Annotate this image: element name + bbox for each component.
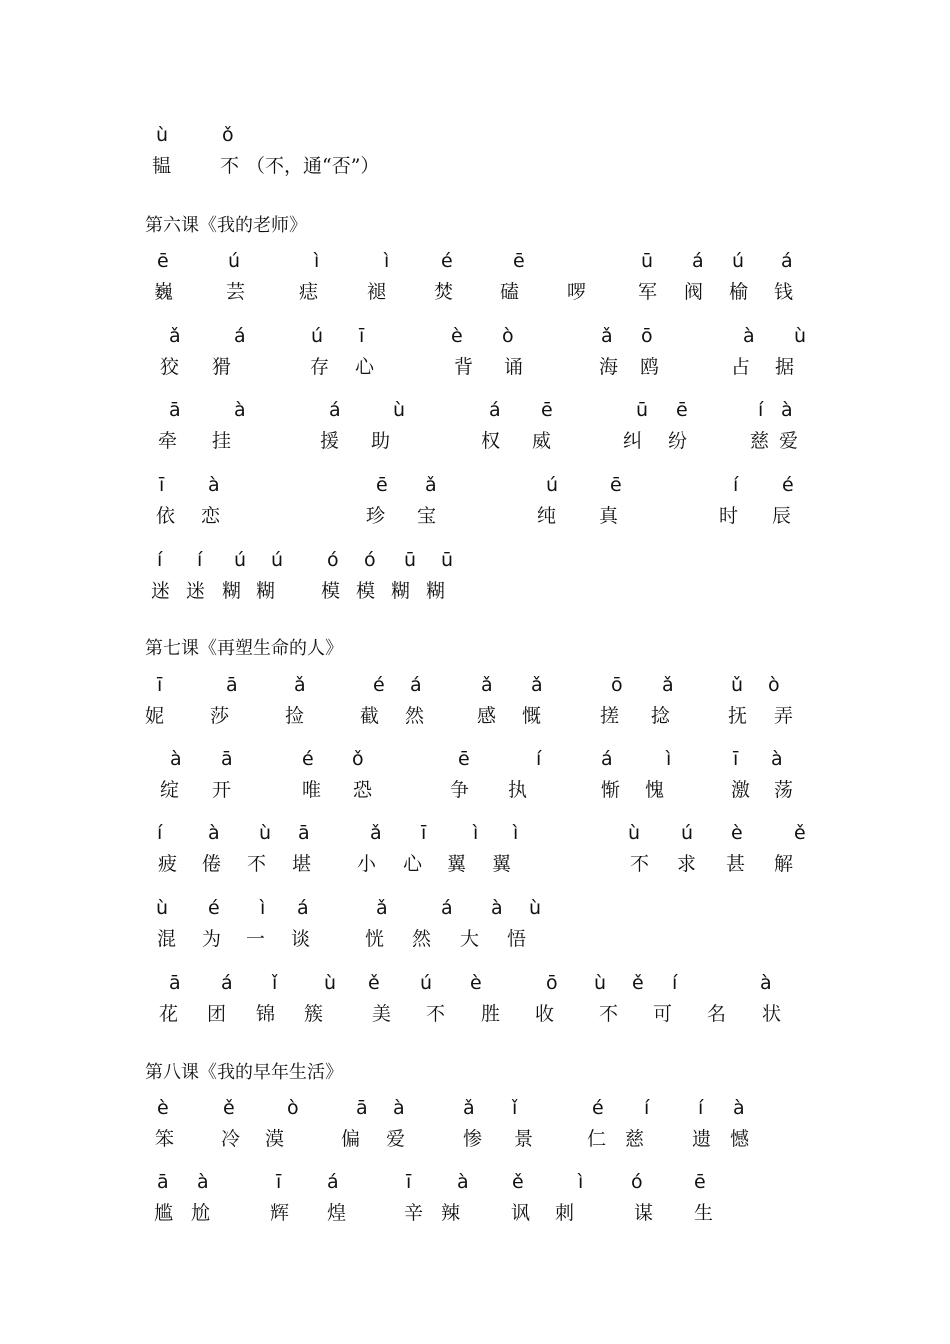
- pinyin: ì: [578, 1171, 584, 1193]
- pinyin: ā: [169, 972, 181, 994]
- word: 纯: [537, 505, 557, 527]
- word: 簇: [304, 1003, 324, 1025]
- word: 求: [677, 853, 697, 875]
- pinyin: ì: [384, 250, 390, 272]
- pinyin: á: [234, 325, 246, 347]
- word: 钱: [774, 281, 794, 303]
- word: 爱: [779, 430, 799, 452]
- pinyin: ū: [641, 250, 654, 272]
- word: 威: [532, 430, 552, 452]
- word: 辰: [772, 505, 792, 527]
- pinyin: í: [157, 549, 163, 571]
- pinyin: ò: [502, 325, 514, 347]
- word: 时: [719, 505, 739, 527]
- pinyin: ǎ: [169, 325, 181, 347]
- pinyin: è: [157, 1097, 169, 1119]
- word: 迷: [186, 580, 206, 602]
- word: 混: [157, 928, 177, 950]
- pinyin: ī: [276, 1171, 282, 1193]
- pinyin: à: [781, 399, 793, 421]
- pinyin: ì: [666, 748, 672, 770]
- word: 生: [694, 1202, 714, 1224]
- pinyin: é: [592, 1097, 604, 1119]
- word: 尴: [154, 1202, 174, 1224]
- pinyin: ù: [156, 124, 169, 146]
- word: 辣: [441, 1202, 461, 1224]
- word: 权: [481, 430, 501, 452]
- pinyin: ù: [794, 325, 807, 347]
- pinyin: ē: [694, 1171, 706, 1193]
- word: 捻: [651, 705, 671, 727]
- word: 刺: [555, 1202, 575, 1224]
- word: 助: [371, 430, 391, 452]
- word: 仁: [587, 1128, 607, 1150]
- word: 堪: [292, 853, 312, 875]
- word: 慨: [522, 705, 542, 727]
- pinyin: ù: [259, 822, 272, 844]
- word: 笨: [155, 1128, 175, 1150]
- pinyin: ē: [676, 399, 688, 421]
- pinyin: ě: [794, 822, 806, 844]
- word: 翼: [492, 853, 512, 875]
- pinyin: ù: [628, 822, 641, 844]
- word: 褪: [367, 281, 387, 303]
- pinyin: à: [393, 1097, 405, 1119]
- pinyin: à: [170, 748, 182, 770]
- pinyin: ē: [513, 250, 525, 272]
- word: 不: [247, 853, 267, 875]
- pinyin: á: [327, 1171, 339, 1193]
- word: 焚: [434, 281, 454, 303]
- pinyin: í: [536, 748, 542, 770]
- pinyin: ā: [221, 748, 233, 770]
- word: 痣: [299, 281, 319, 303]
- pinyin: è: [451, 325, 463, 347]
- pinyin: ī: [157, 674, 163, 696]
- pinyin: á: [601, 748, 613, 770]
- pinyin: ǎ: [601, 325, 613, 347]
- pinyin: ì: [473, 822, 479, 844]
- word: 糊: [222, 580, 242, 602]
- pinyin: ě: [632, 972, 644, 994]
- pinyin: à: [457, 1171, 469, 1193]
- pinyin: ú: [228, 250, 241, 272]
- pinyin: ò: [768, 674, 780, 696]
- pinyin: ù: [156, 897, 169, 919]
- pinyin: ǎ: [463, 1097, 475, 1119]
- pinyin: ǎ: [370, 822, 382, 844]
- word: 疲: [158, 853, 178, 875]
- word: 抚: [728, 705, 748, 727]
- pinyin: à: [197, 1171, 209, 1193]
- word: 谋: [634, 1202, 654, 1224]
- pinyin: á: [441, 897, 453, 919]
- pinyin: é: [373, 674, 385, 696]
- word: 漠: [265, 1128, 285, 1150]
- word: 心: [355, 356, 375, 378]
- word: 啰: [567, 281, 587, 303]
- word: 争: [450, 779, 470, 801]
- pinyin: ì: [314, 250, 320, 272]
- word: 冷: [221, 1128, 241, 1150]
- word: 偏: [341, 1128, 361, 1150]
- pinyin: á: [781, 250, 793, 272]
- pinyin: ò: [287, 1097, 299, 1119]
- word: 名: [707, 1003, 727, 1025]
- pinyin: à: [208, 474, 220, 496]
- word: 糊: [426, 580, 446, 602]
- pinyin: é: [302, 748, 314, 770]
- word: 据: [775, 356, 795, 378]
- pinyin: ā: [226, 674, 238, 696]
- pinyin: ǎ: [481, 674, 493, 696]
- pinyin: ù: [594, 972, 607, 994]
- word: 糊: [256, 580, 276, 602]
- word: 芸: [226, 281, 246, 303]
- pinyin: à: [208, 822, 220, 844]
- pinyin: á: [692, 250, 704, 272]
- pinyin: ì: [513, 822, 519, 844]
- pinyin: ǐ: [272, 972, 278, 994]
- pinyin: ú: [732, 250, 745, 272]
- word-note: （不，通“否”）: [246, 155, 380, 177]
- word: 巍: [154, 281, 174, 303]
- pinyin: ǎ: [294, 674, 306, 696]
- word: 宝: [417, 505, 437, 527]
- pinyin: ū: [441, 549, 454, 571]
- pinyin: ǔ: [731, 674, 744, 696]
- word: 恋: [201, 505, 221, 527]
- word: 捡: [285, 705, 305, 727]
- pinyin: ī: [359, 325, 365, 347]
- word: 爱: [386, 1128, 406, 1150]
- pinyin: í: [698, 1097, 704, 1119]
- word: 唯: [302, 779, 322, 801]
- lesson-title: 第六课《我的老师》: [145, 215, 307, 236]
- word: 背: [454, 356, 474, 378]
- pinyin: è: [470, 972, 482, 994]
- word: 恍: [365, 928, 385, 950]
- pinyin: á: [329, 399, 341, 421]
- word: 韫: [152, 155, 172, 177]
- word: 援: [320, 430, 340, 452]
- word: 解: [774, 853, 794, 875]
- pinyin: í: [644, 1097, 650, 1119]
- pinyin: à: [771, 748, 783, 770]
- word: 荡: [774, 779, 794, 801]
- word: 真: [599, 505, 619, 527]
- word: 执: [508, 779, 528, 801]
- pinyin: ó: [327, 549, 339, 571]
- pinyin: à: [491, 897, 503, 919]
- word: 一: [246, 928, 266, 950]
- pinyin: á: [489, 399, 501, 421]
- word: 迷: [151, 580, 171, 602]
- pinyin: ē: [157, 250, 169, 272]
- pinyin: ǒ: [222, 124, 234, 146]
- word: 不: [220, 155, 240, 177]
- word: 不: [599, 1003, 619, 1025]
- word: 惭: [601, 779, 621, 801]
- pinyin: í: [758, 399, 764, 421]
- pinyin: ī: [159, 474, 165, 496]
- word: 开: [212, 779, 232, 801]
- pinyin: ǎ: [425, 474, 437, 496]
- pinyin: ō: [641, 325, 653, 347]
- pinyin: à: [743, 325, 755, 347]
- pinyin: ē: [458, 748, 470, 770]
- lesson-title: 第八课《我的早年生活》: [145, 1062, 343, 1083]
- pinyin: á: [410, 674, 422, 696]
- word: 心: [403, 853, 423, 875]
- word: 然: [405, 705, 425, 727]
- word: 阀: [684, 281, 704, 303]
- pinyin: é: [208, 897, 220, 919]
- pinyin: ū: [404, 549, 417, 571]
- word: 存: [310, 356, 330, 378]
- word: 海: [599, 356, 619, 378]
- pinyin: ē: [610, 474, 622, 496]
- pinyin: ǎ: [376, 897, 388, 919]
- pinyin: ē: [376, 474, 388, 496]
- word: 大: [460, 928, 480, 950]
- word: 挂: [212, 430, 232, 452]
- pinyin: í: [733, 474, 739, 496]
- word: 绽: [160, 779, 180, 801]
- pinyin: ā: [298, 822, 310, 844]
- word: 胜: [481, 1003, 501, 1025]
- word: 讽: [511, 1202, 531, 1224]
- word: 激: [731, 779, 751, 801]
- word: 弄: [774, 705, 794, 727]
- word: 小: [357, 853, 377, 875]
- word: 翼: [447, 853, 467, 875]
- word: 收: [535, 1003, 555, 1025]
- word: 珍: [366, 505, 386, 527]
- word: 尬: [191, 1202, 211, 1224]
- word: 纷: [668, 430, 688, 452]
- word: 截: [360, 705, 380, 727]
- word: 牵: [158, 430, 178, 452]
- word: 甚: [726, 853, 746, 875]
- word: 慈: [750, 430, 770, 452]
- word: 然: [412, 928, 432, 950]
- pinyin: ě: [223, 1097, 235, 1119]
- word: 榆: [729, 281, 749, 303]
- pinyin: ū: [636, 399, 649, 421]
- word: 花: [159, 1003, 179, 1025]
- word: 为: [202, 928, 222, 950]
- word: 状: [762, 1003, 782, 1025]
- pinyin: é: [441, 250, 453, 272]
- word: 悟: [507, 928, 527, 950]
- pinyin: ú: [420, 972, 433, 994]
- pinyin: ú: [234, 549, 247, 571]
- lesson-title: 第七课《再塑生命的人》: [145, 638, 343, 659]
- pinyin: é: [782, 474, 794, 496]
- pinyin: á: [297, 897, 309, 919]
- pinyin: ù: [529, 897, 542, 919]
- pinyin: à: [760, 972, 772, 994]
- word: 占: [731, 356, 751, 378]
- pinyin: í: [157, 822, 163, 844]
- word: 糊: [391, 580, 411, 602]
- word: 狡: [160, 356, 180, 378]
- pinyin: ī: [733, 748, 739, 770]
- pinyin: ā: [157, 1171, 169, 1193]
- word: 模: [356, 580, 376, 602]
- word: 莎: [210, 705, 230, 727]
- word: 遗: [692, 1128, 712, 1150]
- word: 煌: [327, 1202, 347, 1224]
- word: 模: [321, 580, 341, 602]
- pinyin: ě: [368, 972, 380, 994]
- word: 团: [207, 1003, 227, 1025]
- pinyin: ó: [364, 549, 376, 571]
- pinyin: ō: [546, 972, 558, 994]
- word: 猾: [212, 356, 232, 378]
- word: 憾: [730, 1128, 750, 1150]
- word: 可: [653, 1003, 673, 1025]
- pinyin: á: [221, 972, 233, 994]
- word: 感: [477, 705, 497, 727]
- word: 搓: [600, 705, 620, 727]
- pinyin: ā: [169, 399, 181, 421]
- pinyin: ì: [260, 897, 266, 919]
- pinyin: ǐ: [512, 1097, 518, 1119]
- pinyin: ú: [681, 822, 694, 844]
- pinyin: ā: [356, 1097, 368, 1119]
- word: 鸥: [640, 356, 660, 378]
- word: 惨: [463, 1128, 483, 1150]
- pinyin: ǎ: [662, 674, 674, 696]
- pinyin: ě: [512, 1171, 524, 1193]
- word: 倦: [202, 853, 222, 875]
- word: 慈: [625, 1128, 645, 1150]
- pinyin: í: [672, 972, 678, 994]
- word: 军: [638, 281, 658, 303]
- word: 辉: [270, 1202, 290, 1224]
- pinyin: ē: [541, 399, 553, 421]
- word: 依: [156, 505, 176, 527]
- pinyin: à: [234, 399, 246, 421]
- word: 谈: [291, 928, 311, 950]
- word: 诵: [504, 356, 524, 378]
- pinyin: ú: [546, 474, 559, 496]
- pinyin: ǒ: [352, 748, 364, 770]
- pinyin: ó: [631, 1171, 643, 1193]
- pinyin: ī: [421, 822, 427, 844]
- word: 不: [630, 853, 650, 875]
- word: 景: [514, 1128, 534, 1150]
- pinyin: ō: [611, 674, 623, 696]
- word: 愧: [645, 779, 665, 801]
- word: 辛: [404, 1202, 424, 1224]
- pinyin: ī: [406, 1171, 412, 1193]
- pinyin: ú: [271, 549, 284, 571]
- word: 纠: [623, 430, 643, 452]
- word: 锦: [256, 1003, 276, 1025]
- pinyin: ù: [324, 972, 337, 994]
- word: 恐: [353, 779, 373, 801]
- pinyin: è: [731, 822, 743, 844]
- word: 不: [426, 1003, 446, 1025]
- word: 妮: [145, 705, 165, 727]
- word: 美: [372, 1003, 392, 1025]
- pinyin: à: [733, 1097, 745, 1119]
- pinyin: ǎ: [531, 674, 543, 696]
- pinyin: í: [197, 549, 203, 571]
- word: 磕: [500, 281, 520, 303]
- pinyin: ú: [311, 325, 324, 347]
- pinyin: ù: [393, 399, 406, 421]
